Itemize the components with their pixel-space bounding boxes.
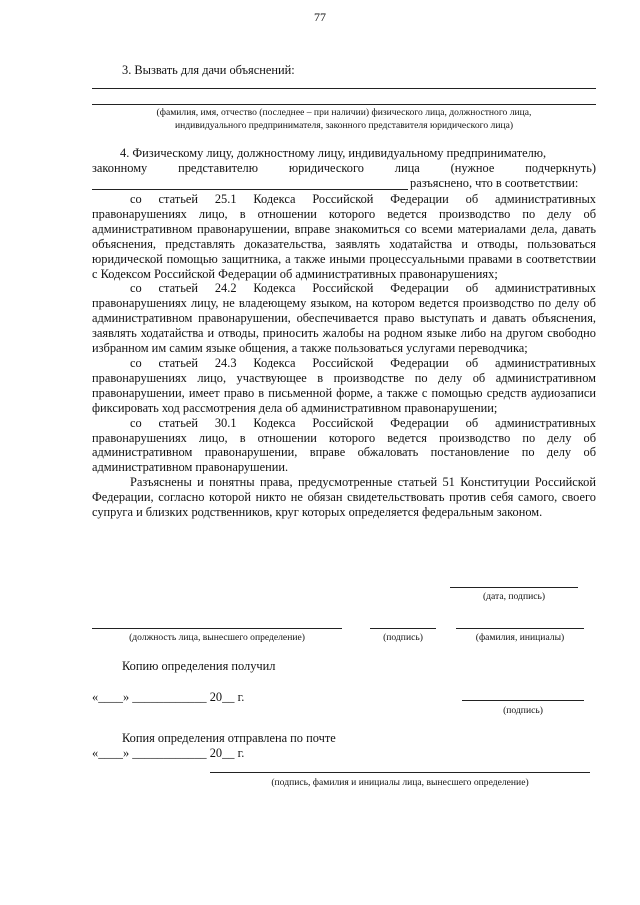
paragraph-30-1: со статьей 30.1 Кодекса Российской Федерации об административных правонарушениях лицо, в отношении которого ведется производство по делу об административном правонарушении, вправе обжаловать постановление по делу об административном правонарушении. (92, 415, 596, 475)
position-line (92, 628, 342, 629)
paragraph-25-1: со статьей 25.1 Кодекса Российской Федерации об административных правонарушениях лицо, в отношении которого ведется производство по делу об административном правонарушении, вправе знакомиться со всеми материалами дела, давать объяснения, представлять доказательства, заявлять ходатайства и отводы, пользоваться юридической помощью защитника, а также иными процессуальными правами в соответствии с Кодексом Российской Федерации об административных правонарушениях; (92, 192, 596, 281)
name-initials-caption: (фамилия, инициалы) (475, 632, 565, 643)
copy-received-signature-line (462, 700, 584, 701)
word: представителю (178, 161, 258, 175)
word: (нужное (450, 161, 495, 175)
section-4-line-1: 4. Физическому лицу, должностному лицу, индивидуальному предпринимателю, (120, 146, 547, 160)
word: подчеркнуть) (525, 161, 596, 175)
date-signature-caption: (дата, подпись) (482, 591, 546, 602)
copy-sent-label: Копия определения отправлена по почте (122, 731, 336, 745)
date-signature-line (450, 587, 578, 588)
position-caption: (должность лица, вынесшего определение) (129, 632, 305, 643)
copy-sent-caption: (подпись, фамилия и инициалы лица, вынесшего определение) (271, 777, 529, 788)
word: законному (92, 161, 148, 175)
copy-received-label: Копию определения получил (122, 659, 276, 673)
page-number: 77 (314, 10, 326, 24)
name-fill-line-2 (92, 104, 596, 105)
name-initials-line (456, 628, 584, 629)
signature-caption: (подпись) (383, 632, 423, 643)
copy-sent-signature-line (210, 772, 590, 773)
section-4-line-3-tail: разъяснено, что в соответствии: (410, 176, 579, 190)
name-caption-line-2: индивидуального предпринимателя, законного представителя юридического лица) (174, 120, 514, 131)
copy-received-signature-caption: (подпись) (503, 705, 543, 716)
paragraph-24-3: со статьей 24.3 Кодекса Российской Федерации об административных правонарушениях лицо, участвующее в производстве по делу об административном правонарушении, имеет право в письменной форме, а также с помощью средств аудиозаписи фиксировать ход рассмотрения дела об административном правонарушении; (92, 355, 596, 415)
name-fill-line-1 (92, 88, 596, 89)
name-caption-line-1: (фамилия, имя, отчество (последнее – при наличии) физического лица, должностного лица, (156, 107, 532, 118)
section-4-line-2 (92, 161, 596, 176)
rights-paragraphs (92, 192, 596, 520)
underline-fill-line (92, 189, 408, 190)
word: юридического (288, 161, 364, 175)
signature-line (370, 628, 436, 629)
paragraph-article-51: Разъяснены и понятны права, предусмотренные статьей 51 Конституции Российской Федерации, согласно которой никто не обязан свидетельствовать против себя самого, своего супруга и близких родственников, круг которых определяется федеральным законом. (92, 475, 596, 520)
name-caption (92, 106, 596, 132)
word: лица (394, 161, 420, 175)
copy-sent-date: «____» ____________ 20__ г. (92, 746, 245, 760)
copy-received-date: «____» ____________ 20__ г. (92, 690, 245, 704)
section-3-title: 3. Вызвать для дачи объяснений: (122, 63, 295, 77)
paragraph-24-2: со статьей 24.2 Кодекса Российской Федерации об административных правонарушениях лицу, не владеющему языком, на котором ведется производство по делу об административном правонарушении, обеспечивается право выступать и давать объяснения, заявлять ходатайства и отводы, приносить жалобы на родном языке либо на другом свободно избранном им самим языке общения, а также пользоваться услугами переводчика; (92, 281, 596, 356)
